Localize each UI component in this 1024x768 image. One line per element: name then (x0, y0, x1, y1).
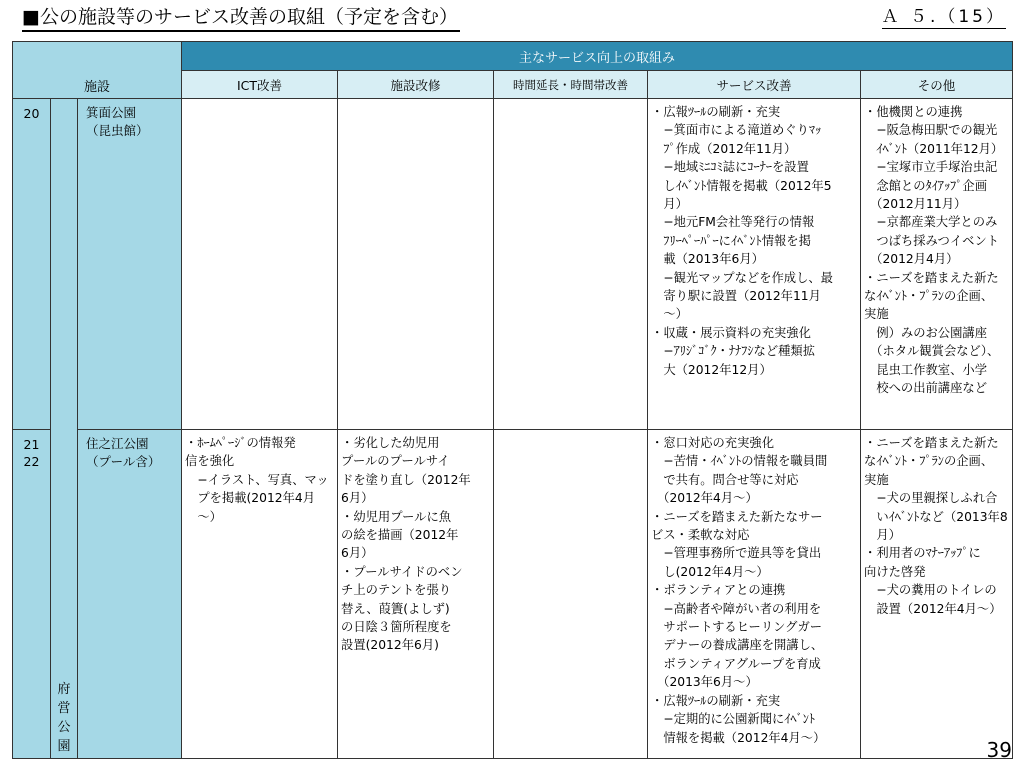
text-line: −犬の糞用のトイレの (864, 583, 997, 598)
text-line: （昆虫館） (86, 123, 149, 138)
cell-hours (494, 430, 648, 759)
header-facility: 施設 (13, 42, 182, 99)
cell-ict (182, 99, 338, 430)
cell-service (648, 430, 861, 759)
text-line: ・ニーズを踏まえた新た (864, 436, 999, 450)
group-label-prefectural-park (51, 99, 78, 759)
cell-ict (182, 430, 338, 759)
text-line: 設置（2012年4月〜） (864, 601, 1002, 616)
text-line: ・幼児用プールに魚 (341, 509, 452, 524)
text-line: ・利用者のﾏﾅｰｱｯﾌﾟに (864, 546, 981, 561)
text-line: 寄り駅に設置（2012年11月 (651, 289, 821, 304)
text-line: ・収蔵・展示資料の充実強化 (651, 325, 811, 340)
header-renovation: 施設改修 (338, 71, 494, 99)
text-line: −地域ﾐﾆｺﾐ誌にｺｰﾅｰを設置 (651, 160, 809, 175)
text-line: 例）みのお公園講座 (864, 325, 987, 340)
text-line: −高齢者や障がい者の利用を (651, 601, 822, 616)
text-line: （2013年6月〜） (651, 675, 758, 690)
text-line: ボランティアグループを育成 (651, 656, 821, 671)
text-line: いｲﾍﾞﾝﾄなど（2013年8 (864, 509, 1008, 524)
cell-other (861, 430, 1013, 759)
text-line: −イラスト、写真、マッ (185, 472, 329, 487)
row-number (13, 430, 51, 759)
text-line: 営 (57, 701, 71, 716)
table-row (13, 99, 1013, 430)
header-hours: 時間延長・時間帯改善 (494, 71, 648, 99)
text-line: 公 (57, 720, 71, 735)
text-line: −犬の里親探しふれ合 (864, 491, 998, 506)
text-line: なｲﾍﾞﾝﾄ・ﾌﾟﾗﾝの企画、 (864, 454, 994, 469)
text-line: デナーの養成講座を開講し、 (651, 638, 824, 653)
text-line: チ上のテントを張り (341, 583, 452, 598)
page-title: ■公の施設等のサービス改善の取組（予定を含む） (22, 4, 460, 32)
facility-name (78, 99, 182, 430)
text-line: ・ボランティアとの連携 (651, 583, 786, 598)
text-line: で共有。問合せ等に対応 (651, 472, 799, 487)
text-line: 信を強化 (185, 454, 235, 469)
text-line: ・広報ﾂｰﾙの刷新・充実 (651, 105, 781, 119)
text-line: なｲﾍﾞﾝﾄ・ﾌﾟﾗﾝの企画、 (864, 289, 994, 304)
text-line: （2012年4月〜） (651, 491, 758, 506)
cell-renovation (338, 99, 494, 430)
text-line: 府 (57, 682, 71, 697)
text-line: 〜） (185, 509, 222, 524)
text-line: −定期的に公園新聞にｲﾍﾞﾝﾄ (651, 712, 816, 727)
text-line: −阪急梅田駅での観光 (864, 123, 998, 138)
text-line: しｲﾍﾞﾝﾄ情報を掲載（2012年5 (651, 178, 832, 193)
text-line: （2012月4月） (864, 252, 959, 267)
text-line: 住之江公園 (86, 436, 149, 451)
text-line: ビス・柔軟な対応 (651, 528, 750, 543)
row-number (13, 99, 51, 430)
header-ict: ICT改善 (182, 71, 338, 99)
header-main-initiatives: 主なサービス向上の取組み (182, 42, 1013, 71)
text-line: （2012月11月） (864, 197, 967, 212)
text-line: −苦情・ｲﾍﾞﾝﾄの情報を職員間 (651, 454, 828, 469)
text-line: 月） (864, 528, 901, 543)
text-line: 21 (23, 437, 40, 452)
table-row (13, 430, 1013, 759)
text-line: ・他機関との連携 (864, 105, 963, 119)
text-line: 6月） (341, 546, 374, 561)
text-line: の絵を描画（2012年 (341, 528, 459, 543)
text-line: 箕面公園 (86, 105, 137, 120)
text-line: 20 (23, 106, 40, 121)
text-line: ・窓口対応の充実強化 (651, 436, 774, 450)
text-line: 実施 (864, 472, 889, 487)
text-line: 校への出前講座など (864, 381, 987, 396)
text-line: サポートするヒーリングガー (651, 620, 823, 635)
text-line: プールのプールサイ (341, 454, 450, 469)
text-line: ・ニーズを踏まえた新たなサー (651, 509, 823, 524)
cell-service (648, 99, 861, 430)
text-line: −京都産業大学とのみ (864, 215, 998, 230)
text-line: の日陰３箇所程度を (341, 620, 452, 635)
text-line: し(2012年4月〜） (651, 564, 769, 579)
text-line: プを掲載(2012年4月 (185, 491, 316, 506)
text-line: ・劣化した幼児用 (341, 436, 440, 450)
text-line: ｲﾍﾞﾝﾄ（2011年12月） (864, 141, 1004, 156)
text-line: つばち採みつイベント (864, 233, 1000, 248)
text-line: ﾌﾘｰﾍﾟｰﾊﾟｰにｲﾍﾞﾝﾄ情報を掲 (651, 233, 811, 248)
text-line: ﾌﾟ作成（2012年11月） (651, 141, 797, 156)
text-line: 6月） (341, 491, 374, 506)
text-line: ・プールサイドのベン (341, 564, 463, 579)
text-line: 昆虫工作教室、小学 (864, 362, 987, 377)
header-service: サービス改善 (648, 71, 861, 99)
service-improvement-table (12, 41, 1013, 759)
cell-other (861, 99, 1013, 430)
text-line: 設置(2012年6月) (341, 638, 439, 653)
text-line: −観光マップなどを作成し、最 (651, 270, 833, 285)
text-line: ドを塗り直し（2012年 (341, 472, 471, 487)
header-other: その他 (861, 71, 1013, 99)
text-line: −地元FM会社等発行の情報 (651, 215, 815, 230)
cell-renovation (338, 430, 494, 759)
text-line: 22 (23, 454, 40, 469)
text-line: （プール含） (86, 454, 161, 469)
text-line: −箕面市による滝道めぐりﾏｯ (651, 123, 822, 138)
text-line: 情報を掲載（2012年4月〜） (651, 730, 826, 745)
text-line: 替え、葭簀(よしず) (341, 601, 450, 616)
text-line: −ｱﾘｼﾞｺﾞｸ・ﾅﾅﾌｼなど種類拡 (651, 344, 816, 359)
text-line: 大（2012年12月） (651, 362, 772, 377)
page-number: 39 (986, 738, 1012, 762)
text-line: ・ﾎｰﾑﾍﾟｰｼﾞの情報発 (185, 436, 296, 450)
text-line: 向けた啓発 (864, 564, 926, 579)
text-line: 園 (57, 739, 71, 754)
text-line: ・広報ﾂｰﾙの刷新・充実 (651, 693, 781, 708)
text-line: 〜） (651, 307, 688, 322)
text-line: ・ニーズを踏まえた新た (864, 270, 999, 285)
text-line: 実施 (864, 307, 889, 322)
text-line: −宝塚市立手塚治虫記 (864, 160, 998, 175)
text-line: 月） (651, 197, 688, 212)
text-line: 載（2013年6月） (651, 252, 764, 267)
text-line: 念館とのﾀｲｱｯﾌﾟ企画 (864, 178, 987, 193)
cell-hours (494, 99, 648, 430)
facility-name (78, 430, 182, 759)
text-line: −管理事務所で遊具等を貸出 (651, 546, 822, 561)
text-line: （ホタル観賞会など）、 (864, 344, 1000, 359)
document-reference: Ａ ５.（15） (881, 7, 1006, 27)
